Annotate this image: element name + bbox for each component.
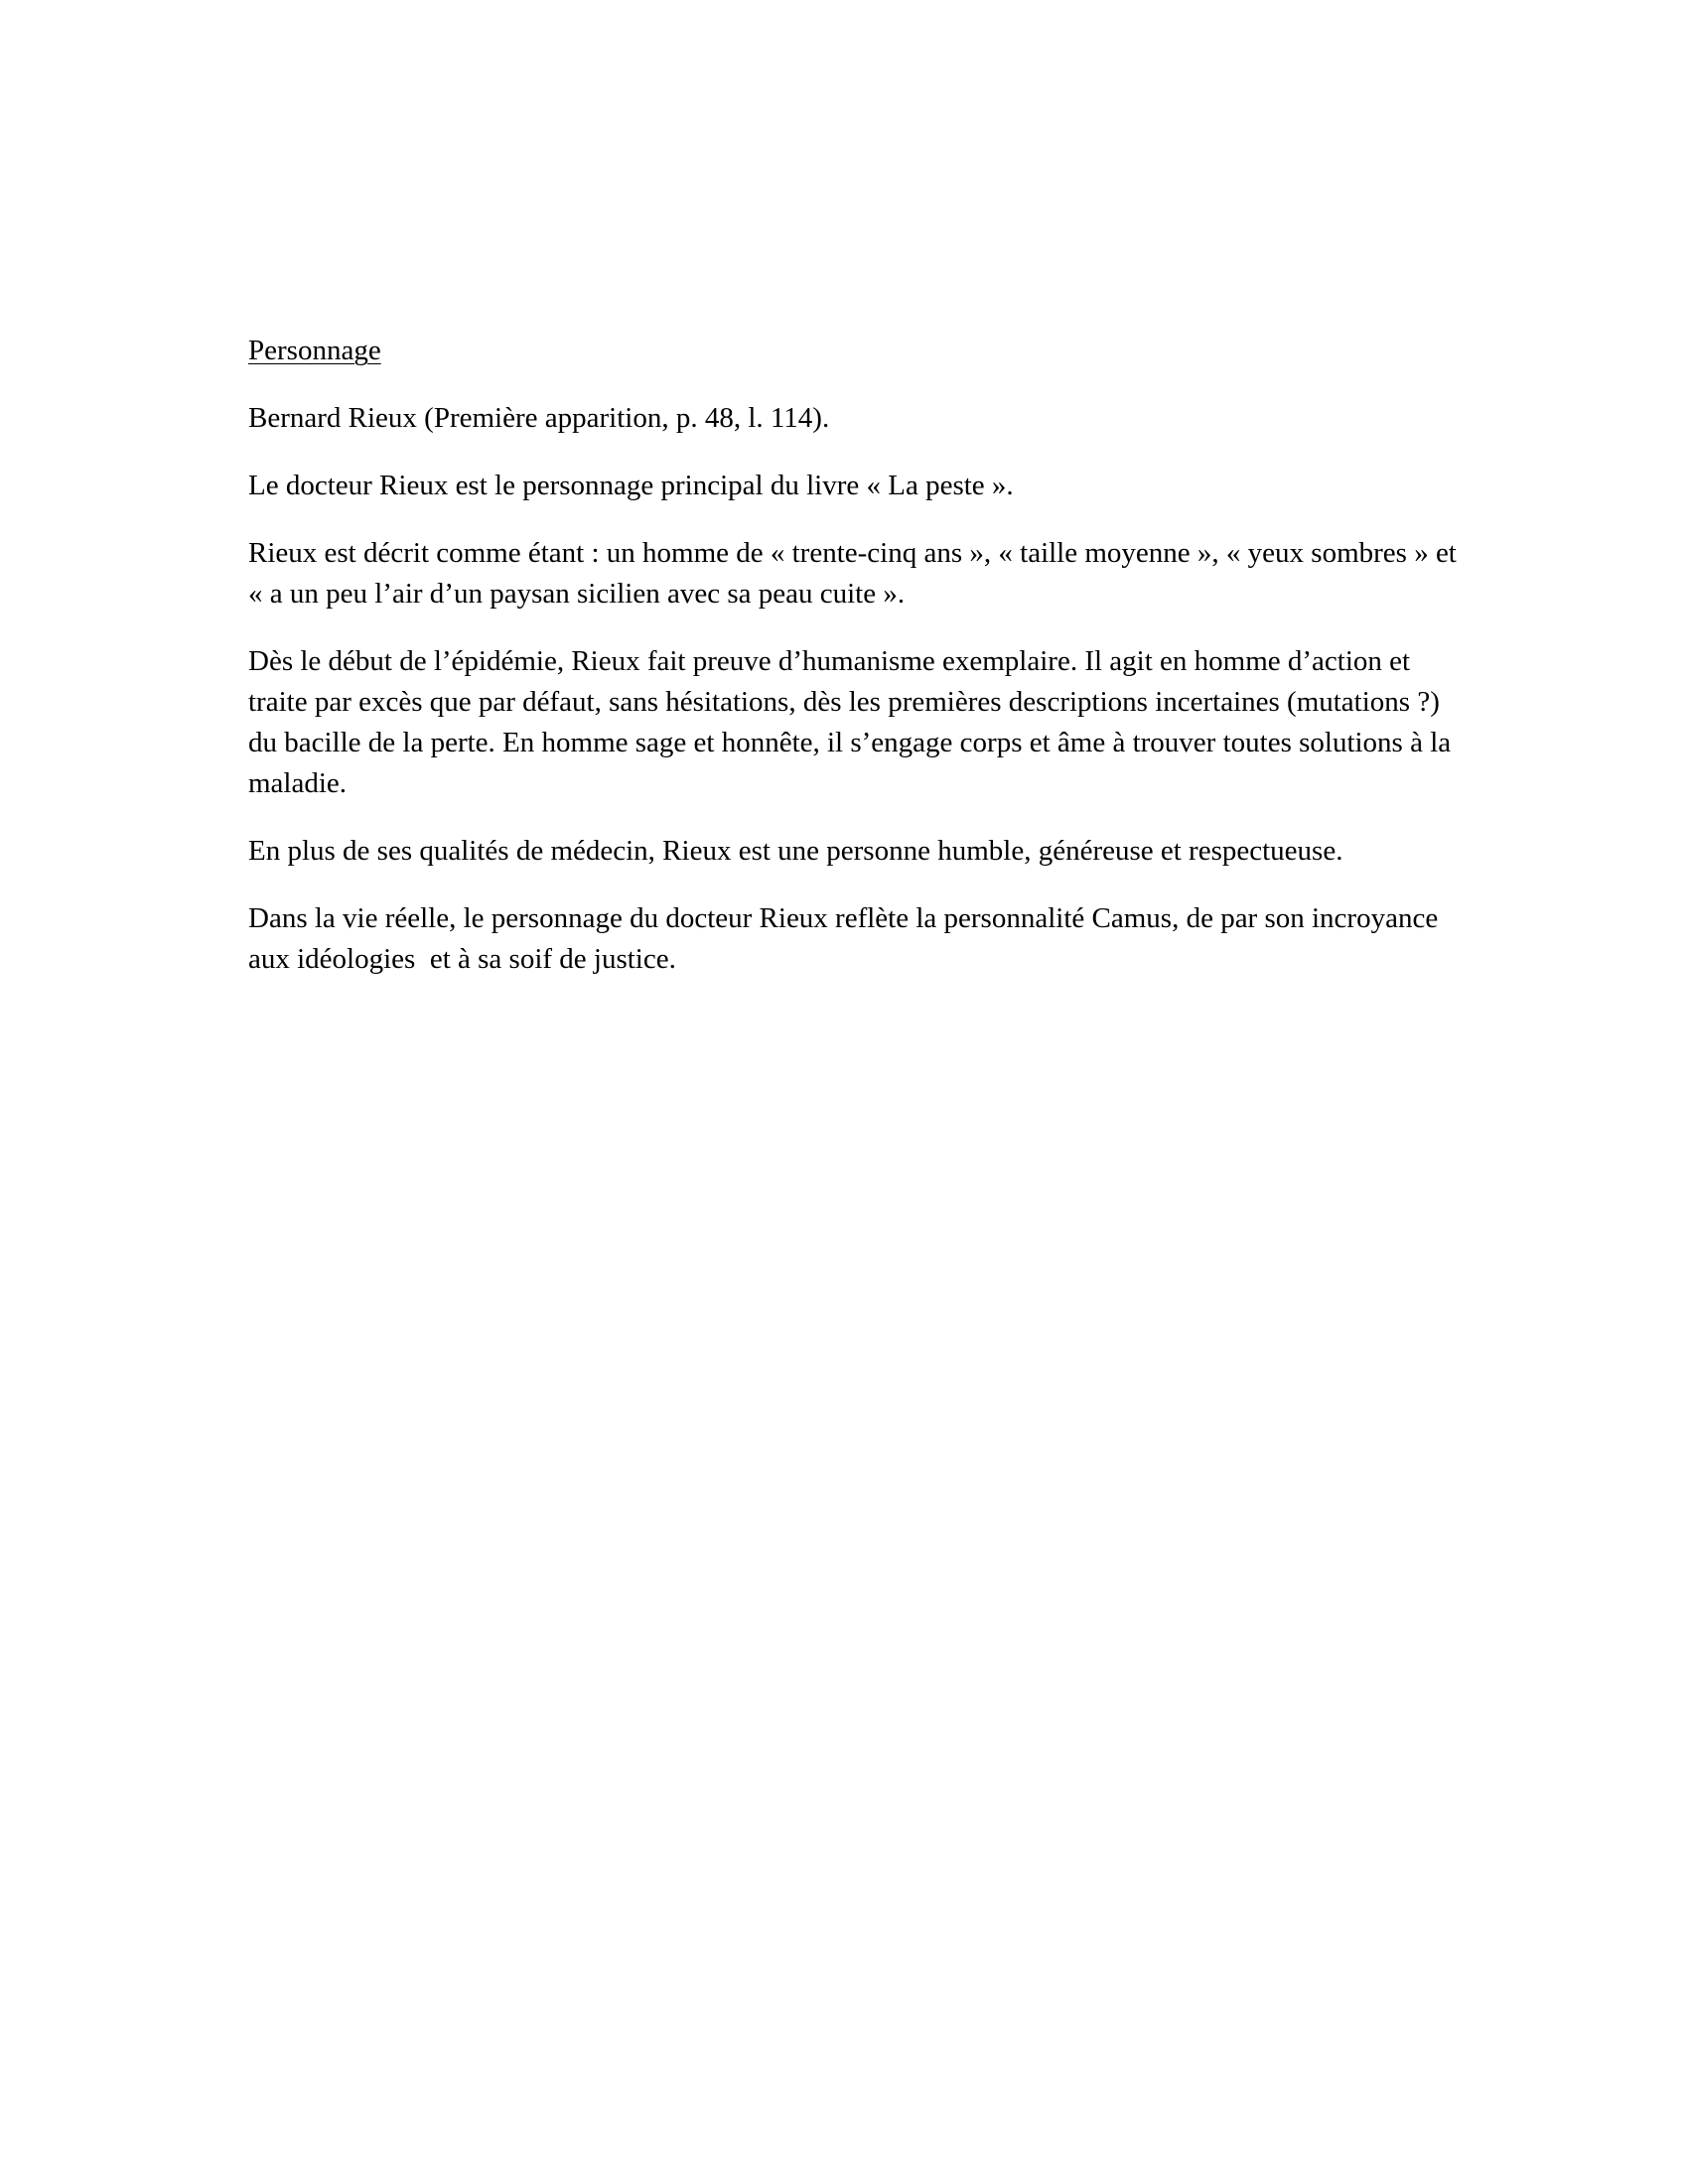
document-body <box>248 331 1470 1007</box>
paragraph-humanism: Dès le début de l’épidémie, Rieux fait preuve d’humanisme exemplaire. Il agit en homme d’action et traite par excès que par défaut, sans hésitations, dès les premières descriptions incertaines (mutations ?) du bacille de la perte. En homme sage et honnête, il s’engage corps et âme à trouver toutes solutions à la maladie. <box>248 645 1459 799</box>
paragraph-main-character: Le docteur Rieux est le personnage principal du livre « La peste ». <box>248 470 1014 501</box>
paragraph-character-intro: Bernard Rieux (Première apparition, p. 48, l. 114). <box>248 402 830 434</box>
section-heading: Personnage <box>248 335 381 366</box>
paragraph-real-life: Dans la vie réelle, le personnage du docteur Rieux reflète la personnalité Camus, de par son incroyance aux idéologies et à sa soif de justice. <box>248 902 1446 975</box>
paragraph-physical-description: Rieux est décrit comme étant : un homme de « trente-cinq ans », « taille moyenne », « yeux sombres » et « a un peu l’air d’un paysan sicilien avec sa peau cuite ». <box>248 537 1465 610</box>
paragraph-qualities: En plus de ses qualités de médecin, Rieux est une personne humble, généreuse et respectueuse. <box>248 835 1343 867</box>
